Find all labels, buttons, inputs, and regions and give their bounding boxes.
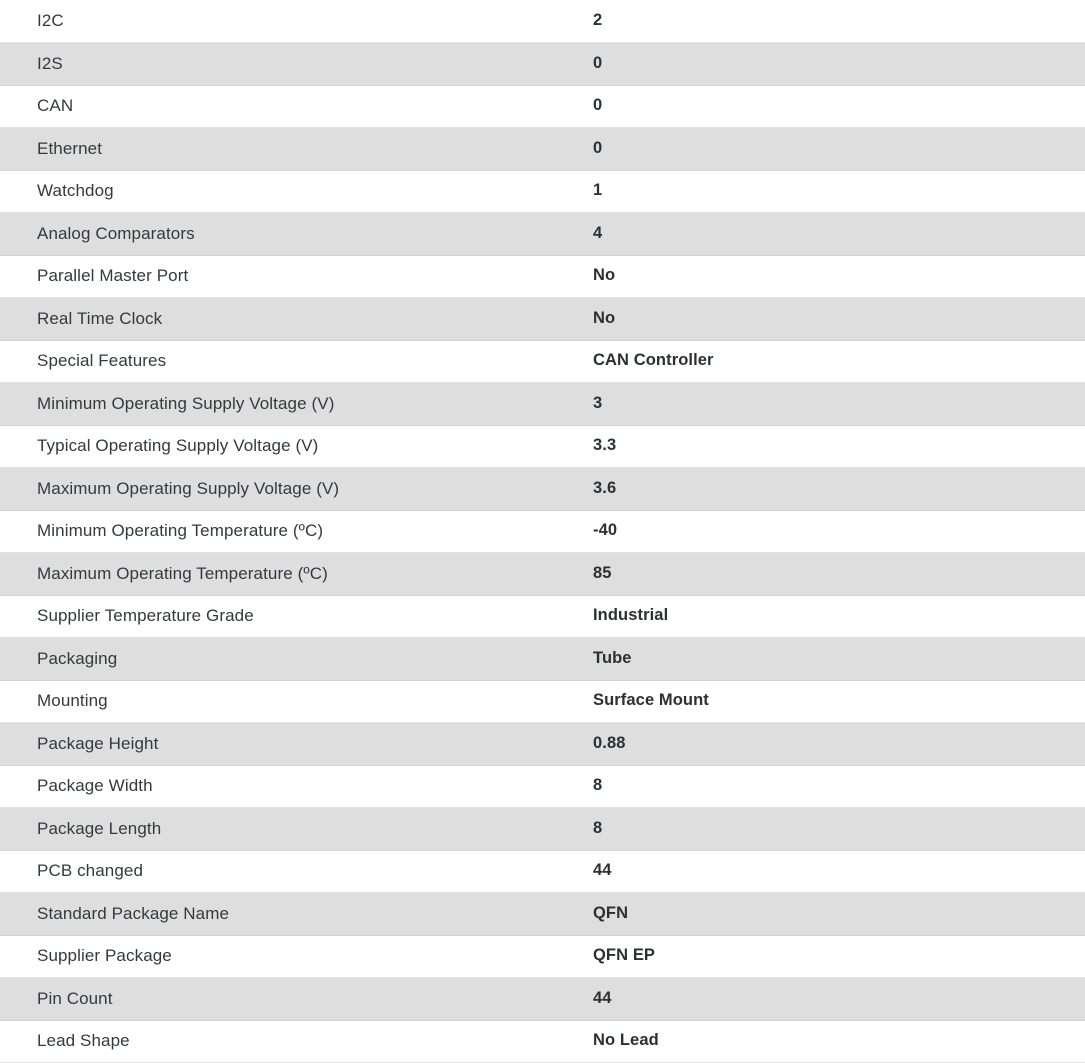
spec-label: Package Width (0, 765, 565, 808)
spec-value: 0 (565, 128, 1085, 171)
spec-label: Supplier Package (0, 935, 565, 978)
spec-label: Supplier Temperature Grade (0, 595, 565, 638)
spec-value: 3.3 (565, 425, 1085, 468)
spec-value: QFN EP (565, 935, 1085, 978)
table-row (0, 893, 1085, 936)
table-row (0, 638, 1085, 681)
table-row (0, 1020, 1085, 1063)
table-row (0, 553, 1085, 596)
table-row (0, 170, 1085, 213)
spec-value: 1 (565, 170, 1085, 213)
table-row (0, 680, 1085, 723)
spec-value: Tube (565, 638, 1085, 681)
table-row (0, 935, 1085, 978)
table-row (0, 298, 1085, 341)
spec-label: Package Length (0, 808, 565, 851)
table-row (0, 510, 1085, 553)
table-row (0, 468, 1085, 511)
spec-value: 44 (565, 978, 1085, 1021)
spec-value: CAN Controller (565, 340, 1085, 383)
spec-value: No (565, 298, 1085, 341)
table-row (0, 383, 1085, 426)
spec-value: 0 (565, 43, 1085, 86)
table-row (0, 0, 1085, 43)
spec-value: QFN (565, 893, 1085, 936)
table-row (0, 595, 1085, 638)
spec-value: -40 (565, 510, 1085, 553)
spec-label: Ethernet (0, 128, 565, 171)
spec-label: Mounting (0, 680, 565, 723)
spec-label: Minimum Operating Supply Voltage (V) (0, 383, 565, 426)
table-row (0, 128, 1085, 171)
spec-value: 85 (565, 553, 1085, 596)
spec-label: PCB changed (0, 850, 565, 893)
spec-label: Special Features (0, 340, 565, 383)
spec-value: 4 (565, 213, 1085, 256)
spec-value: No Lead (565, 1020, 1085, 1063)
table-row (0, 765, 1085, 808)
spec-label: Watchdog (0, 170, 565, 213)
table-row (0, 340, 1085, 383)
spec-value: 44 (565, 850, 1085, 893)
spec-label: Parallel Master Port (0, 255, 565, 298)
spec-value: Surface Mount (565, 680, 1085, 723)
spec-value: 0 (565, 85, 1085, 128)
spec-value: 8 (565, 808, 1085, 851)
table-row (0, 978, 1085, 1021)
spec-label: Typical Operating Supply Voltage (V) (0, 425, 565, 468)
spec-value: 2 (565, 0, 1085, 43)
table-row (0, 85, 1085, 128)
spec-label: CAN (0, 85, 565, 128)
spec-label: Package Height (0, 723, 565, 766)
spec-label: I2C (0, 0, 565, 43)
spec-label: Analog Comparators (0, 213, 565, 256)
table-row (0, 255, 1085, 298)
spec-value: 3.6 (565, 468, 1085, 511)
spec-label: Lead Shape (0, 1020, 565, 1063)
spec-value: Industrial (565, 595, 1085, 638)
table-row (0, 213, 1085, 256)
table-row (0, 425, 1085, 468)
spec-label: Minimum Operating Temperature (ºC) (0, 510, 565, 553)
spec-label: I2S (0, 43, 565, 86)
spec-value: 0.88 (565, 723, 1085, 766)
table-row (0, 723, 1085, 766)
table-row (0, 43, 1085, 86)
spec-label: Standard Package Name (0, 893, 565, 936)
spec-label: Pin Count (0, 978, 565, 1021)
spec-value: 3 (565, 383, 1085, 426)
spec-label: Packaging (0, 638, 565, 681)
spec-value: No (565, 255, 1085, 298)
table-row (0, 850, 1085, 893)
spec-label: Maximum Operating Supply Voltage (V) (0, 468, 565, 511)
spec-label: Real Time Clock (0, 298, 565, 341)
table-row (0, 808, 1085, 851)
spec-label: Maximum Operating Temperature (ºC) (0, 553, 565, 596)
spec-value: 8 (565, 765, 1085, 808)
